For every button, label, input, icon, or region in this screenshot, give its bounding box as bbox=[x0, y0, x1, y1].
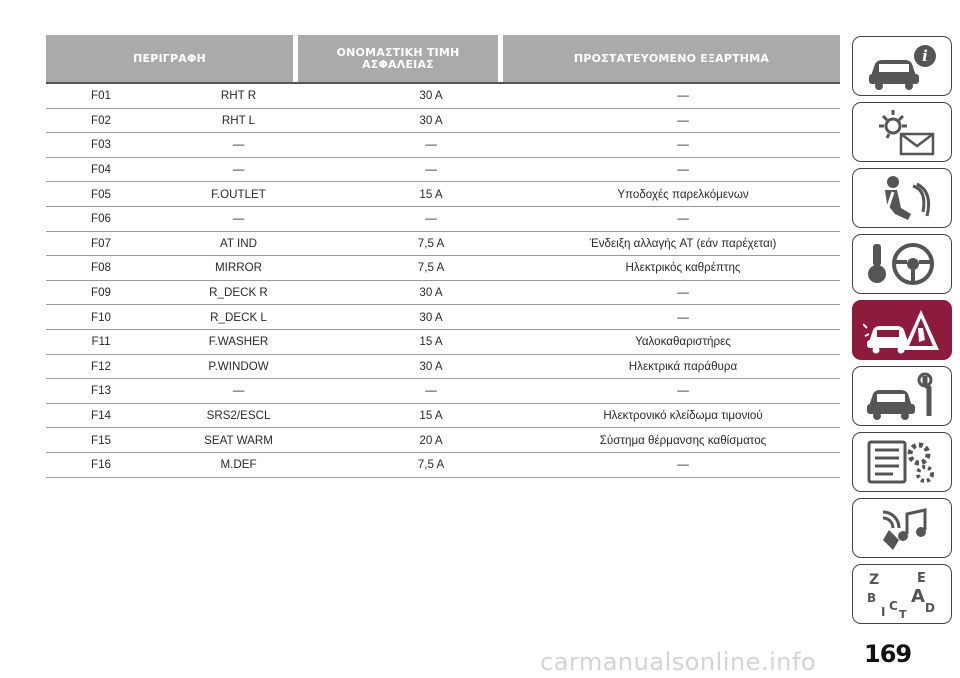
svg-text:A: A bbox=[911, 586, 925, 607]
table-row bbox=[46, 330, 840, 355]
svg-text:T: T bbox=[899, 608, 907, 618]
protected-component: Ηλεκτρικός καθρέπτης bbox=[625, 261, 741, 275]
table-header bbox=[46, 35, 840, 82]
fuse-id: F12 bbox=[91, 359, 111, 373]
table-row bbox=[46, 207, 840, 232]
tab-emergency[interactable] bbox=[852, 300, 952, 360]
table-row bbox=[46, 84, 840, 109]
tab-getting-to-know[interactable] bbox=[852, 36, 952, 96]
warning-lights-icon bbox=[863, 108, 941, 156]
fuse-table bbox=[46, 35, 840, 472]
svg-text:Z: Z bbox=[869, 572, 880, 588]
car-emergency-icon bbox=[863, 306, 941, 354]
fuse-name: RHT R bbox=[220, 89, 257, 103]
fuse-name: — bbox=[232, 212, 245, 226]
fuse-name: — bbox=[232, 163, 245, 177]
multimedia-icon bbox=[863, 504, 941, 552]
svg-text:D: D bbox=[925, 601, 935, 615]
fuse-rating: 7,5 A bbox=[417, 458, 445, 472]
protected-component: — bbox=[677, 458, 689, 472]
header-protected-component: ΠΡΟΣΤΑΤΕΥΟΜΕΝΟ ΕΞΑΡΤΗΜΑ bbox=[503, 35, 840, 82]
protected-component: Σύστημα θέρμανσης καθίσματος bbox=[599, 433, 767, 447]
svg-text:I: I bbox=[881, 605, 886, 618]
svg-text:E: E bbox=[917, 571, 926, 586]
table-row bbox=[46, 355, 840, 380]
fuse-id: F07 bbox=[91, 236, 111, 250]
fuse-id: F04 bbox=[91, 163, 111, 177]
alphabetical-index-icon bbox=[863, 570, 941, 618]
protected-component: — bbox=[677, 138, 689, 152]
fuse-name: — bbox=[232, 138, 245, 152]
fuse-rating: 20 A bbox=[419, 433, 443, 447]
fuse-id: F01 bbox=[91, 89, 111, 103]
table-row bbox=[46, 453, 840, 478]
fuse-rating: 7,5 A bbox=[417, 261, 445, 275]
table-row bbox=[46, 281, 840, 306]
svg-text:i: i bbox=[922, 47, 928, 65]
fuse-rating: 30 A bbox=[419, 286, 443, 300]
table-row bbox=[46, 158, 840, 183]
fuse-rating: — bbox=[425, 384, 437, 398]
table-row bbox=[46, 109, 840, 134]
fuse-id: F03 bbox=[91, 138, 111, 152]
watermark: carmanualsonline.info bbox=[540, 648, 817, 676]
fuse-id: F15 bbox=[91, 433, 111, 447]
tab-index[interactable] bbox=[852, 564, 952, 624]
fuse-name: F.WASHER bbox=[208, 335, 269, 349]
fuse-id: F05 bbox=[91, 187, 111, 201]
fuse-name: R_DECK L bbox=[210, 310, 267, 324]
fuse-rating: 30 A bbox=[419, 89, 443, 103]
protected-component: Υποδοχές παρελκόμενων bbox=[617, 187, 749, 201]
fuse-id: F08 bbox=[91, 261, 111, 275]
key-steering-wheel-icon bbox=[863, 240, 941, 288]
fuse-id: F06 bbox=[91, 212, 111, 226]
fuse-rating: 15 A bbox=[419, 409, 443, 423]
header-fuse-rating: ΟΝΟΜΑΣΤΙΚΗ ΤΙΜΗ ΑΣΦΑΛΕΙΑΣ bbox=[298, 35, 498, 82]
protected-component: Ηλεκτρικά παράθυρα bbox=[628, 359, 738, 373]
fuse-name: RHT L bbox=[221, 113, 256, 127]
fuse-name: SEAT WARM bbox=[204, 433, 273, 447]
tab-starting-driving[interactable] bbox=[852, 234, 952, 294]
car-info-icon bbox=[863, 42, 941, 90]
protected-component: — bbox=[677, 113, 689, 127]
protected-component: — bbox=[677, 212, 689, 226]
protected-component: — bbox=[677, 310, 689, 324]
table-row bbox=[46, 133, 840, 158]
table-row bbox=[46, 256, 840, 281]
tab-warning-lights[interactable] bbox=[852, 102, 952, 162]
fuse-name: M.DEF bbox=[220, 458, 257, 472]
fuse-id: F10 bbox=[91, 310, 111, 324]
page-number: 169 bbox=[864, 640, 912, 668]
svg-text:B: B bbox=[867, 591, 877, 605]
fuse-id: F11 bbox=[91, 335, 111, 349]
tab-maintenance[interactable] bbox=[852, 366, 952, 426]
fuse-id: F14 bbox=[91, 409, 111, 423]
protected-component: — bbox=[677, 286, 689, 300]
svg-text:C: C bbox=[889, 599, 898, 613]
fuse-name: AT IND bbox=[220, 236, 257, 250]
fuse-name: F.OUTLET bbox=[211, 187, 266, 201]
fuse-rating: — bbox=[425, 212, 437, 226]
fuse-id: F13 bbox=[91, 384, 111, 398]
fuse-name: SRS2/ESCL bbox=[206, 409, 271, 423]
table-row bbox=[46, 404, 840, 429]
fuse-name: MIRROR bbox=[214, 261, 262, 275]
protected-component: — bbox=[677, 384, 689, 398]
fuse-id: F16 bbox=[91, 458, 111, 472]
fuse-rating: 30 A bbox=[419, 359, 443, 373]
fuse-rating: 30 A bbox=[419, 310, 443, 324]
fuse-id: F09 bbox=[91, 286, 111, 300]
table-row bbox=[46, 428, 840, 453]
fuse-name: — bbox=[232, 384, 245, 398]
header-description: ΠΕΡΙΓΡΑΦΗ bbox=[46, 35, 293, 82]
fuse-rating: 30 A bbox=[419, 113, 443, 127]
table-body bbox=[46, 84, 840, 478]
car-maintenance-icon bbox=[863, 372, 941, 420]
protected-component: — bbox=[677, 163, 689, 177]
table-row bbox=[46, 305, 840, 330]
table-row bbox=[46, 232, 840, 257]
protected-component: — bbox=[677, 89, 689, 103]
tab-safety[interactable] bbox=[852, 168, 952, 228]
fuse-rating: — bbox=[425, 163, 437, 177]
tab-multimedia[interactable] bbox=[852, 498, 952, 558]
technical-data-icon bbox=[863, 438, 941, 486]
fuse-rating: — bbox=[425, 138, 437, 152]
protected-component: Ένδειξη αλλαγής AT (εάν παρέχεται) bbox=[589, 236, 777, 250]
fuse-name: R_DECK R bbox=[209, 286, 268, 300]
fuse-rating: 15 A bbox=[419, 335, 443, 349]
tab-technical-data[interactable] bbox=[852, 432, 952, 492]
fuse-id: F02 bbox=[91, 113, 111, 127]
table-row bbox=[46, 182, 840, 207]
fuse-rating: 7,5 A bbox=[417, 236, 445, 250]
protected-component: Ηλεκτρονικό κλείδωμα τιμονιού bbox=[603, 409, 763, 423]
protected-component: Υαλοκαθαριστήρες bbox=[635, 335, 731, 349]
fuse-name: P.WINDOW bbox=[208, 359, 269, 373]
table-row bbox=[46, 379, 840, 404]
seatbelt-airbag-icon bbox=[863, 174, 941, 222]
fuse-rating: 15 A bbox=[419, 187, 443, 201]
